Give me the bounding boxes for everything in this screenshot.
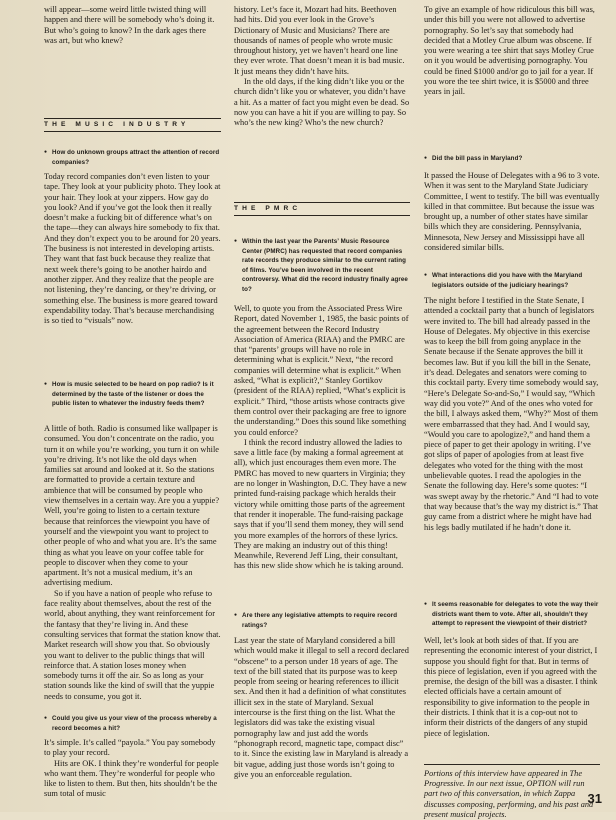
col1-intro-text: will appear—some weird little twisted thing will happen and there will be somebody who’s doing it. But who’s going to know? In the dark ages there was art, but who knew? (44, 5, 215, 45)
question-legislative-attempts: ● Are there any legislative attempts to require record ratings? (234, 611, 410, 630)
answer-pop-radio-paragraph-2: So if you have a nation of people who refuse to face reality about themselves, about the rest of the world, about anything, they want reinforcement for the fantasy that they’re living in. And these consulting services that format the station know that. Market research will show you that. So obviously you want to deliver to the public things that will reinforce that. A station loses money when somebody turns it off the air. So as long as your station sounds like the kind of swill that the yuppie needs to consume, you got it. (44, 588, 221, 701)
column-1 (44, 0, 221, 812)
question-bill-pass: ● Did the bill pass in Maryland? (424, 154, 600, 164)
question-pmrc-agreement: ● Within the last year the Parents’ Music Resource Center (PMRC) has requested that record companies rate records they produce similar to the current rating of films. You’ve been involved in the recent controversy. What did the record industry finally agree to? (234, 237, 410, 294)
column-3 (424, 0, 600, 819)
answer-hit-process-paragraph-2: Hits are OK. I think they’re wonderful for people who want them. They’re wonderful for people who like to listen to them. But then, hits shouldn’t be the sum total of music (44, 758, 219, 799)
answer-hit-process-paragraph-1: It’s simple. It’s called “payola.” You pay somebody to play your record. (44, 738, 216, 758)
col3-continued-text: To give an example of how ridiculous this bill was, under this bill you were not allowed to advertise pornography. So let’s say that somebody had decided that a Motley Crue album was obscene. If you were wearing a tee shirt that says Motley Crue on it you would be advertising pornography. You could be fined $1000 and/or go to jail for a year. If you wore the tee shirt twice, it is $5000 and three years in jail. (424, 5, 595, 97)
answer-bill-pass: It passed the House of Delegates with a 96 to 3 vote. When it was sent to the Maryland State Judiciary Committee, I went to testify. The bill was eventually killed in that committee. But because the issue was brought up, a number of other states have similar bills which they are considering. Pennsylvania, Minnesota, New Jersey and Mississippi have all considered similar bills. (424, 171, 600, 253)
question-hit-process: ● Could you give us your view of the process whereby a record becomes a hit? (44, 714, 221, 733)
footer-note: Portions of this interview have appeared in The Progressive. In our next issue, OPTION will run part two of this conversation, in which Zappa discusses composing, performing, and his past and present musical projects. (424, 764, 600, 820)
section-heading-pmrc: THE PMRC (234, 202, 410, 216)
answer-pmrc-agreement-paragraph-2: I think the record industry allowed the ladies to save a little face (by making a formal agreement at all), which just encourages them even more. The PMRC has moved to new quarters in Virginia; they are no longer in Washington, D.C. They have a new printed fund-raising package which heralds their victory while omitting those parts of the agreement that render it inoperable. The fund-raising package says that if you’ll send them money, they will send you more examples of the horrors of these lyrics. They are making an industry out of this thing! Meanwhile, Reverend Jeff Ling, their consultant, has this new slide show which he is taking around. (234, 437, 407, 571)
answer-pmrc-agreement-paragraph-1: Well, to quote you from the Associated Press Wire Report, dated November 1, 1985, the basic points of the agreement between the Record Industry Association of America (RIAA) and the PMRC are that “parents’ groups will have no role in determining what is explicit.” Next, “the record companies will determine what is explicit.” When asked, “What is explicit?,” Stanley Gortikov (president of the RIAA) replied, “What’s explicit is explicit.” Third, “those artists whose contracts give them control over their packaging are free to ignore the understanding.” Does this sound like something you could enforce? (234, 304, 409, 437)
question-legislator-interactions: ● What interactions did you have with the Maryland legislators outside of the judiciary hearings? (424, 271, 600, 290)
page-number: 31 (587, 791, 602, 806)
section-heading-music-industry: THE MUSIC INDUSTRY (44, 118, 221, 132)
col2-continued-text-2: In the old days, if the king didn’t like you or the church didn’t like you or whatever, you didn’t have a hit. As a matter of fact you might even be dead. So now you can have a hit if you are willing to pay. So who’s the new king? Who’s the new church? (234, 77, 410, 128)
answer-pop-radio-paragraph-1: A little of both. Radio is consumed like wallpaper is consumed. You don’t concentrate on the radio, you turn it on while you’re working, you turn it on while you’re driving. It’s not like the old days when families sat around and looked at it. So the stations are formatted to provide a certain texture and ambience that will be consumed by people who view themselves in a certain way. Are you a yuppie? Well, you’re going to listen to a certain texture because that reinforces the viewpoint you have of yourself and the viewpoint you want to project to other people of who and what you are. It’s the same thing as what you leave on your coffee table for people to discover when they come to your apartment. It’s not a musical medium, it’s an advertising medium. (44, 424, 220, 588)
answer-legislative-attempts: Last year the state of Maryland considered a bill which would make it illegal to sell a record declared “obscene” to a person under 18 years of age. The text of the bill stated that its purpose was to keep people from seeing or hearing references to illicit sex. And then it had a definition of what constitutes illicit sex in the state of Maryland. Sexual intercourse is the first thing on the list. What the legislators did was take the existing visual pornography law and just add the words “phonograph record, magnetic tape, compact disc” to it. Since the existing law in Maryland is already a bit vague, adding just those words isn’t going to give you an enforceable regulation. (234, 636, 409, 779)
question-district-vote: ● It seems reasonable for delegates to vote the way their districts want them to vote. After all, shouldn’t they attempt to represent the viewpoint of their district? (424, 600, 600, 629)
column-2 (234, 0, 410, 812)
question-unknown-groups: ● How do unknown groups attract the attention of record companies? (44, 148, 221, 167)
col2-continued-text: history. Let’s face it, Mozart had hits. Beethoven had hits. Did you ever look in the Grove’s Dictionary of Music and Musicians? There are thousands of names of people who wrote music throughout history, yet we haven’t heard one line they ever wrote. That doesn’t mean it is bad music. It just means they didn’t have hits. (234, 5, 405, 76)
answer-unknown-groups: Today record companies don’t even listen to your tape. They look at your publicity photo. They look at your hair. They look at your zippers. How gay do you look? And if you’ve got the look then it really doesn’t make a fucking bit of difference what’s on the tape—they can always hire somebody to fix that. And they don’t expect you to be around for 20 years. The business is not interested in developing artists. They want that fast buck because they realize that next week there’s going to be another hairdo and another zipper. And they realize that the people are not listening, they’re dancing, or they’re driving, or something else. The business is more geared toward expendability today. That’s because merchandising is so tied to “visuals” now. (44, 172, 221, 326)
question-pop-radio: ● How is music selected to be heard on pop radio? Is it determined by the taste of the listener or does the public listen to whatever the industry feeds them? (44, 380, 221, 409)
answer-legislator-interactions: The night before I testified in the State Senate, I attended a cocktail party that a bunch of legislators were invited to. The bill had already passed in the House of Delegates. My objective in this exercise was to keep the bill from going anyplace in the Senate because if the Senate approves the bill it becomes law. But if you kill the bill in the Senate, it’s dead. Delegates and senators were coming to this cocktail party. Every time somebody would say, “Here’s Delegate So-and-So,” I would say, “Which way did you vote?” And of the ones who voted for the bill, I always asked them, “Why?” Most of them were embarrassed that they had. And I would say, “Would you care to apologize?,” and hand them a piece of paper to get their apology in writing. I’ve got slips of paper of apologies from at least five delegates who voted for the thing with the most unbelievable quotes. I read the apologies in the Senate the following day. Here’s some quotes: “I was swept away by the rhetoric.” And “I had to vote that way because that’s the way my district is.” That guy came from a district where he might have had his legs badly mutilated if he hadn’t done it. (424, 296, 599, 532)
answer-district-vote: Well, let’s look at both sides of that. If you are representing the economic interest of your district, I suppose you should fight for that. But in terms of this piece of legislation, even if you agreed with the premise, the design of the bill was a disaster. I think elected officials have a certain amount of responsibility to give information to the people in their districts. I think that it is a cop-out not to inform their districts of the dangers of any stupid piece of legislation. (424, 636, 598, 738)
